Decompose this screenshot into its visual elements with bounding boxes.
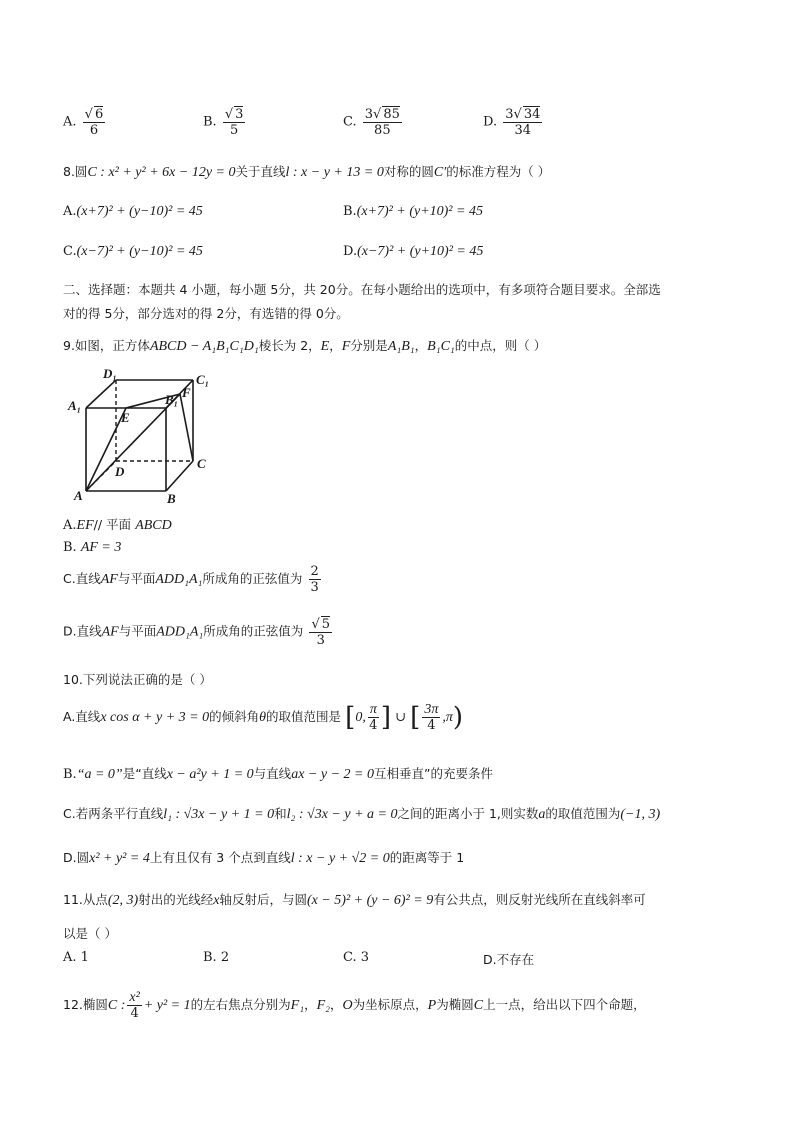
- q12-stem: 12.椭圆C : $\frac{\text{x²}}{4}$ + y² = 1的左右焦点分别为F₁，F₂，O为坐标原点，P为椭圆C上一点，给出以下四个命题，: [63, 990, 646, 1021]
- q9-option-a: A.EF// 平面 ABCD: [63, 517, 172, 533]
- edge-a1d1: [86, 380, 116, 408]
- q11-option-c: C. 3: [343, 950, 370, 965]
- label-b1: B₁: [165, 392, 179, 407]
- label-a1: A₁: [68, 398, 82, 413]
- q8-stem: 8.圆C : x² + y² + 6x − 12y = 0关于直线l : x − y + 13 = 0对称的圆C′的标准方程为（ ）: [63, 164, 551, 180]
- q7-option-b: B. $\frac{√ 3}{5}$: [203, 107, 244, 138]
- q9-stem: 9.如图，正方体ABCD − A₁B₁C₁D₁棱长为 2，E，F分别是A₁B₁，B₁C₁的中点，则（ ）: [63, 338, 547, 354]
- q10-option-b: B.“a = 0”是“直线x − a²y + 1 = 0与直线ax − y − 2 = 0互相垂直”的充要条件: [63, 766, 493, 782]
- q7-option-d: D. $\frac{3√ 34}{34}$: [483, 107, 541, 138]
- fraction: $\frac{3\pi}{4}$: [424, 702, 439, 733]
- label-e: E: [121, 410, 130, 425]
- q10-stem: 10.下列说法正确的是（ ）: [63, 672, 212, 687]
- q7-option-c: C. $\frac{3√ 85}{85}$: [343, 107, 400, 138]
- q10-option-d: D.圆x² + y² = 4上有且仅有 3 个点到直线l : x − y + √2 = 0的距离等于 1: [63, 850, 465, 866]
- label-c1: C₁: [196, 372, 210, 387]
- label-f: F: [182, 385, 191, 400]
- q11-stem: 11.从点(2, 3)射出的光线经x轴反射后，与圆(x − 5)² + (y − 6)² = 9有公共点，则反射光线所在直线斜率可: [63, 892, 646, 908]
- cube-figure: [63, 364, 223, 506]
- q9-option-b: B. AF = 3: [63, 540, 122, 555]
- edge-bc: [166, 461, 193, 491]
- segment-fc: [180, 394, 193, 461]
- fraction: $\frac{3√ 85}{85}$: [364, 107, 400, 138]
- label-d: D: [115, 464, 125, 479]
- label-d1: D₁: [103, 366, 117, 381]
- q11-option-b: B. 2: [203, 950, 230, 965]
- fraction: $\frac{2}{3}$: [310, 564, 319, 595]
- q11-stem-continued: 以是（ ）: [63, 926, 117, 941]
- q8-option-b: B.(x+7)² + (y+10)² = 45: [343, 204, 483, 219]
- fraction: $\frac{\pi}{4}$: [369, 702, 378, 733]
- q8-option-d: D.(x−7)² + (y+10)² = 45: [343, 244, 484, 259]
- q11-option-d: D.不存在: [483, 952, 535, 967]
- q9-option-c: C.直线AF与平面ADD₁A₁所成角的正弦值为 $\frac{2}{3}$: [63, 564, 319, 595]
- fraction: $\frac{√ 5}{3}$: [311, 617, 331, 648]
- fraction: $\frac{√ 6}{6}$: [84, 107, 104, 138]
- section-2-instructions-line-2: 对的得 5分，部分选对的得 2分，有选错的得 0分。: [63, 306, 349, 321]
- fraction: $\frac{3√ 34}{34}$: [505, 107, 541, 138]
- label-b: B: [167, 491, 176, 506]
- q7-option-a: A. $\frac{√ 6}{6}$: [63, 107, 104, 138]
- q10-option-c: C.若两条平行直线l₁ : √3x − y + 1 = 0和l₂ : √3x − y + a = 0之间的距离小于 1,则实数a的取值范围为(−1, 3): [63, 806, 661, 822]
- q11-option-a: A. 1: [63, 950, 89, 965]
- q8-option-c: C.(x−7)² + (y−10)² = 45: [63, 244, 203, 259]
- q8-option-a: A.(x+7)² + (y−10)² = 45: [63, 204, 203, 219]
- fraction: $\frac{√ 3}{5}$: [224, 107, 244, 138]
- section-2-instructions-line-1: 二、选择题：本题共 4 小题，每小题 5分，共 20分。在每小题给出的选项中，有多项符合题目要求。全部选: [63, 282, 661, 297]
- q10-option-a: A.直线x cos α + y + 3 = 0的倾斜角θ的取值范围是 [0, $\frac{\pi}{4}$ ] ∪ [ $\frac{3\pi}{4}$ ,π): [63, 702, 464, 733]
- fraction: $\frac{\text{x²}}{4}$: [129, 990, 140, 1021]
- label-c: C: [197, 456, 206, 471]
- q9-option-d: D.直线AF与平面ADD₁A₁所成角的正弦值为 $\frac{√ 5}{3}$: [63, 617, 331, 648]
- label-a: A: [74, 488, 83, 503]
